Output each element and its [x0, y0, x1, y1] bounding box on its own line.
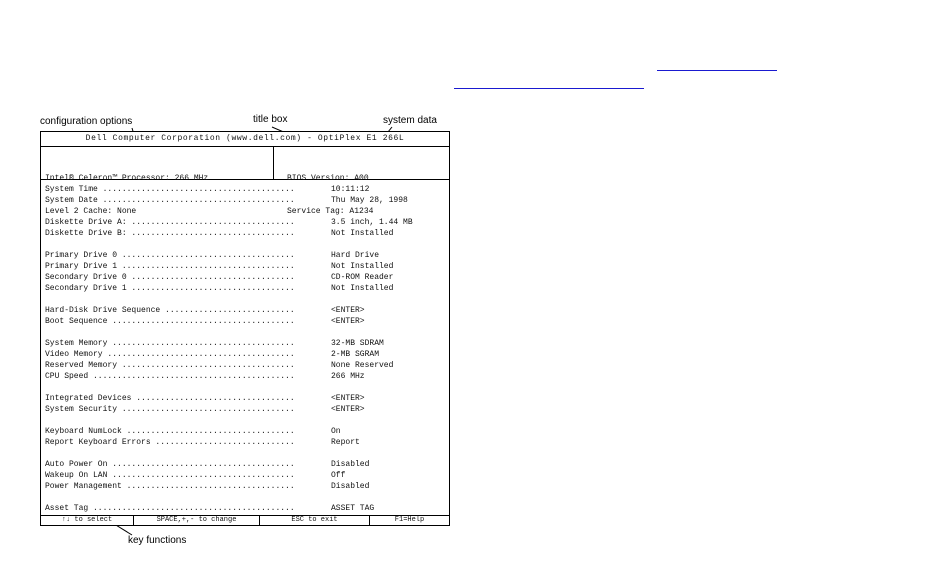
config-option-value[interactable]: <ENTER> — [331, 405, 365, 414]
config-option-label: System Memory ...................................... — [45, 339, 295, 348]
config-option-value[interactable]: 266 MHz — [331, 372, 365, 381]
key-change: SPACE,+,- to change — [156, 516, 237, 524]
config-option-row[interactable] — [45, 261, 445, 272]
config-option-row[interactable] — [45, 360, 445, 371]
system-data-divider — [273, 147, 274, 179]
service-tag-label: Service Tag: A1234 — [287, 207, 374, 216]
config-option-value[interactable]: Report — [331, 438, 360, 447]
config-option-value[interactable]: None Reserved — [331, 361, 394, 370]
config-option-value[interactable]: Off — [331, 471, 346, 480]
config-option-value[interactable]: Disabled — [331, 460, 370, 469]
option-group-spacer — [45, 206, 445, 217]
config-option-row[interactable] — [45, 338, 445, 349]
config-option-value[interactable]: Not Installed — [331, 229, 394, 238]
config-option-row[interactable] — [45, 305, 445, 316]
config-option-label: Hard-Disk Drive Sequence ........................... — [45, 306, 295, 315]
config-option-row[interactable] — [45, 250, 445, 261]
config-option-value[interactable]: ASSET TAG — [331, 504, 375, 513]
config-option-label: Report Keyboard Errors ............................. — [45, 438, 295, 447]
config-option-label: Diskette Drive A: .................................. — [45, 218, 295, 227]
configuration-options-list — [45, 184, 445, 514]
bios-version-label: BIOS Version: A00 — [287, 174, 369, 183]
config-option-label: Secondary Drive 1 .................................. — [45, 284, 295, 293]
config-option-label: Secondary Drive 0 .................................. — [45, 273, 295, 282]
config-option-row[interactable] — [45, 404, 445, 415]
config-option-label: Video Memory ....................................... — [45, 350, 295, 359]
config-option-label: Asset Tag .......................................... — [45, 504, 295, 513]
config-option-value[interactable]: Disabled — [331, 482, 370, 491]
config-option-row[interactable] — [45, 184, 445, 195]
bios-title-box: Dell Computer Corporation (www.dell.com) - OptiPlex E1 266L — [41, 132, 449, 147]
config-option-label: Boot Sequence ...................................... — [45, 317, 295, 326]
config-option-label: Diskette Drive B: .................................. — [45, 229, 295, 238]
key-functions-bar — [41, 515, 449, 525]
config-option-row[interactable] — [45, 217, 445, 228]
option-group-spacer — [45, 492, 445, 503]
config-option-value[interactable]: <ENTER> — [331, 306, 365, 315]
config-option-label: Wakeup On LAN ...................................... — [45, 471, 295, 480]
config-option-value[interactable]: Not Installed — [331, 262, 394, 271]
config-option-row[interactable] — [45, 228, 445, 239]
config-option-value[interactable]: Hard Drive — [331, 251, 380, 260]
config-option-label: System Time ........................................ — [45, 185, 295, 194]
config-option-label: CPU Speed .......................................... — [45, 372, 295, 381]
config-option-label: Reserved Memory .................................... — [45, 361, 295, 370]
config-option-row[interactable] — [45, 195, 445, 206]
config-option-row[interactable] — [45, 283, 445, 294]
config-option-row[interactable] — [45, 459, 445, 470]
option-group-spacer — [45, 239, 445, 250]
config-option-label: System Date ........................................ — [45, 196, 295, 205]
config-option-row[interactable] — [45, 349, 445, 360]
config-option-value[interactable]: 10:11:12 — [331, 185, 370, 194]
config-option-row[interactable] — [45, 481, 445, 492]
config-option-label: Primary Drive 0 .................................... — [45, 251, 295, 260]
bios-setup-screen — [40, 131, 450, 526]
config-option-value[interactable]: CD-ROM Reader — [331, 273, 394, 282]
config-option-value[interactable]: <ENTER> — [331, 317, 365, 326]
config-option-label: Integrated Devices ................................. — [45, 394, 295, 403]
option-group-spacer — [45, 382, 445, 393]
config-option-label: System Security .................................... — [45, 405, 295, 414]
callout-key-functions: key functions — [128, 535, 187, 546]
callout-system-data: system data — [383, 115, 437, 126]
config-option-value[interactable]: <ENTER> — [331, 394, 365, 403]
config-option-row[interactable] — [45, 426, 445, 437]
config-option-value[interactable]: 32-MB SDRAM — [331, 339, 384, 348]
config-option-label: Auto Power On ...................................... — [45, 460, 295, 469]
config-option-value[interactable]: Not Installed — [331, 284, 394, 293]
callout-configuration-options: configuration options — [40, 116, 133, 127]
config-option-label: Power Management ................................... — [45, 482, 295, 491]
config-option-row[interactable] — [45, 272, 445, 283]
config-option-row[interactable] — [45, 371, 445, 382]
option-group-spacer — [45, 448, 445, 459]
config-option-label: Primary Drive 1 .................................... — [45, 262, 295, 271]
config-option-value[interactable]: On — [331, 427, 341, 436]
config-option-row[interactable] — [45, 393, 445, 404]
config-option-value[interactable]: 2-MB SGRAM — [331, 350, 380, 359]
config-option-row[interactable] — [45, 503, 445, 514]
processor-label: Intel® Celeron™ Processor: 266 MHz — [45, 174, 209, 183]
config-option-row[interactable] — [45, 316, 445, 327]
callout-title-box: title box — [253, 114, 288, 125]
config-option-value[interactable]: 3.5 inch, 1.44 MB — [331, 218, 413, 227]
config-option-row[interactable] — [45, 470, 445, 481]
key-help: F1=Help — [394, 516, 425, 524]
option-group-spacer — [45, 294, 445, 305]
option-group-spacer — [45, 415, 445, 426]
key-select: ↑↓ to select — [61, 516, 113, 524]
config-option-label: Keyboard NumLock ................................... — [45, 427, 295, 436]
option-group-spacer — [45, 327, 445, 338]
cache-label: Level 2 Cache: None — [45, 207, 137, 216]
key-exit: ESC to exit — [291, 516, 338, 524]
config-option-value[interactable]: Thu May 28, 1998 — [331, 196, 408, 205]
config-option-row[interactable] — [45, 437, 445, 448]
